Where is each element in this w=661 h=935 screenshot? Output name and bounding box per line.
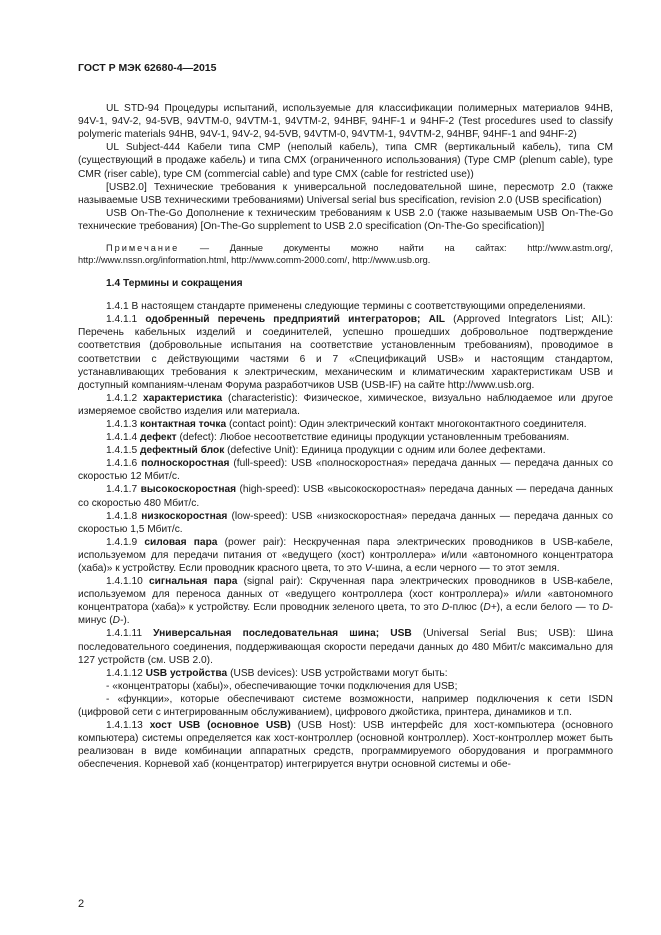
term-definition: (power pair): Нескрученная пара электрических проводников в USB-кабеле, используемом для передачи питания от «ведущего (хост) контроллера» и/или «автономного концентратора (хаба)» к устройству. Если проводник красного цвета, то это bbox=[78, 536, 613, 574]
term-1-4-1-12 bbox=[78, 667, 613, 680]
term-definition: (characteristic): Физическое, химическое, визуально наблюдаемое или другое измеряемое свойство изделия или материала. bbox=[78, 392, 613, 417]
term-name: Универсальная последовательная шина; USB bbox=[153, 628, 412, 640]
term-definition-part: -минус ( bbox=[78, 602, 614, 627]
term-1-4-1-3 bbox=[78, 418, 613, 431]
ref-usb-otg: USB On-The-Go Дополнение к техническим требованиям к USB 2.0 (также называемым USB On-The-Go технические требования) [On-The-Go supplement to USB 2.0 specification (On-The-Go specification)] bbox=[78, 207, 613, 232]
term-number: 1.4.1.6 bbox=[106, 458, 142, 470]
term-number: 1.4.1.9 bbox=[106, 536, 145, 548]
ref-usb20: [USB2.0] Технические требования к универсальной последовательной шине, пересмотр 2.0 (также называемые USB техническими требованиями) Universal serial bus specification, revision 2.0 (USB specification) bbox=[78, 181, 613, 206]
term-definition-part: ), а если белого — то bbox=[496, 602, 603, 614]
term-name: USB устройства bbox=[145, 667, 228, 679]
term-1-4-1-1 bbox=[78, 313, 613, 392]
term-1-4-1-4 bbox=[78, 431, 613, 444]
term-number: 1.4.1.10 bbox=[106, 576, 149, 588]
d-minus-symbol: D- bbox=[112, 615, 124, 627]
d-symbol: D bbox=[441, 602, 450, 614]
term-name: высокоскоростная bbox=[140, 484, 237, 496]
term-name: низкоскоростная bbox=[141, 510, 228, 522]
list-item: - «функции», которые обеспечивают системе возможности, например подключения к сети ISDN (цифровой сети с интегрированным обслуживанием), цифрового джойстика, принтера, динамиков и т.п. bbox=[78, 693, 613, 719]
term-definition: (defect): Любое несоответствие единицы продукции установленным требованиям. bbox=[176, 432, 570, 444]
term-definition: (defective Unit): Единица продукции с одним или более дефектами. bbox=[224, 445, 546, 457]
term-definition: (signal pair): Скрученная пара электрических проводников в USB-кабеле, используемом для переноса данных от «ведущего контроллера (хост контроллера)» и/или «автономного концентратора (хаба)» к устройству. Если проводник зеленого цвета, то это bbox=[78, 576, 613, 614]
d-symbol: D bbox=[602, 602, 610, 614]
term-1-4-1-9 bbox=[78, 536, 613, 575]
term-number: 1.4.1.2 bbox=[106, 392, 144, 404]
d-plus-symbol: D+ bbox=[483, 602, 497, 614]
term-definition: (contact point): Один электрический контакт многоконтактного соединителя. bbox=[226, 418, 587, 430]
term-number: 1.4.1.1 bbox=[106, 314, 146, 326]
terms-intro: 1.4.1 В настоящем стандарте применены следующие термины с соответствующими определениями. bbox=[106, 301, 586, 313]
term-name: контактная точка bbox=[140, 418, 227, 430]
term-definition: (Universal Serial Bus; USB): Шина последовательного соединения, поддерживающая скорости передачи данных до 480 Мбит/с максимально для 127 устройств (см. USB 2.0). bbox=[78, 628, 613, 666]
section-title: 1.4 Термины и сокращения bbox=[106, 278, 243, 290]
term-definition-part: ). bbox=[123, 615, 130, 627]
term-number: 1.4.1.12 bbox=[106, 667, 146, 679]
note bbox=[78, 242, 613, 266]
term-1-4-1-10 bbox=[78, 575, 613, 627]
term-definition-part: -плюс ( bbox=[449, 602, 484, 614]
term-name: полноскоростная bbox=[141, 458, 230, 470]
note-text: — Данные документы можно найти на сайтах: http://www.astm.org/, http://www.nssn.org/information.html, http://www.comm-2000.com/, http://www.usb.org. bbox=[78, 243, 613, 266]
term-1-4-1-8 bbox=[78, 510, 613, 536]
term-number: 1.4.1.13 bbox=[106, 720, 150, 732]
v-symbol: V bbox=[364, 563, 372, 574]
page-header: ГОСТ Р МЭК 62680-4—2015 bbox=[78, 62, 217, 74]
term-1-4-1-7 bbox=[78, 483, 613, 509]
note-label: Примечание bbox=[106, 243, 180, 254]
ref-ul-subject-444: UL Subject-444 Кабели типа CMP (неполый кабель), типа CMR (вертикальный кабель), типа CM (существующий в продаже кабель) и типа CMX (ограниченного использования) (Type CMP (plenum cable), type CMR (riser cable), type CM (commercial cable) and type CMX (cable for restricted use)) bbox=[78, 142, 613, 180]
term-1-4-1-6 bbox=[78, 457, 613, 483]
list-item: - «концентраторы (хабы)», обеспечивающие точки подключения для USB; bbox=[106, 680, 458, 692]
term-number: 1.4.1.8 bbox=[106, 510, 142, 522]
term-1-4-1-5 bbox=[78, 444, 613, 457]
term-name: хост USB (основное USB) bbox=[149, 720, 291, 732]
term-number: 1.4.1.4 bbox=[106, 432, 140, 444]
page-number: 2 bbox=[78, 898, 85, 910]
term-definition: (low-speed): USB «низкоскоростная» передача данных — передача данных со скоростью 1,5 Мбит/с. bbox=[78, 510, 613, 535]
term-1-4-1-2 bbox=[78, 392, 613, 418]
term-definition: (Approved Integrators List; AIL): Перечень кабельных изделий и соединителей, успешно прошедших добровольное подтверждение соответствия (добровольные испытания на соответствие установленным требованиям), проводимое в соответствии с действующими частями 6 и 7 «Спецификаций USB» и настоящим стандартом, устанавливающих требования к электрическим, механическим и климатическим характеристикам USB и доступный компаниям-членам Форума разработчиков USB (USB-IF) на сайте http://www.usb.org. bbox=[78, 314, 613, 391]
term-name: характеристика bbox=[143, 392, 223, 404]
term-definition: (USB devices): USB устройствами могут быть: bbox=[227, 667, 448, 679]
term-name: сигнальная пара bbox=[149, 576, 238, 588]
term-name: силовая пара bbox=[144, 536, 218, 548]
term-definition: (high-speed): USB «высокоскоростная» передача данных — передача данных со скоростью 480 Мбит/с. bbox=[78, 484, 613, 509]
term-1-4-1-13 bbox=[78, 719, 613, 771]
term-1-4-1-11 bbox=[78, 627, 613, 666]
term-name: дефектный блок bbox=[140, 445, 225, 457]
term-definition-end: -шина, а если черного — то этот земля. bbox=[371, 563, 560, 574]
term-number: 1.4.1.5 bbox=[106, 445, 140, 457]
term-name: одобренный перечень предприятий интеграторов; AIL bbox=[145, 314, 446, 326]
term-definition: (USB Host): USB интерфейс для хост-компьютера (основного компьютера) системы определяется как хост-контроллер (основной контроллер). Хост-контроллер может быть реализован в виде комбинации аппаратных средств, программируемого оборудования и программного обеспечения. Корневой хаб (концентратор) интегрируется внутри основной системы и обе- bbox=[78, 720, 614, 771]
term-name: дефект bbox=[140, 432, 177, 444]
term-number: 1.4.1.11 bbox=[106, 628, 154, 640]
term-definition: (full-speed): USB «полноскоростная» передача данных — передача данных со скоростью 12 Мбит/с. bbox=[78, 458, 613, 483]
term-number: 1.4.1.3 bbox=[106, 418, 140, 430]
term-number: 1.4.1.7 bbox=[106, 484, 141, 496]
ref-ul-std-94: UL STD-94 Процедуры испытаний, используемые для классификации полимерных материалов 94HB, 94V-1, 94V-2, 94-5VB, 94VTM-0, 94VTM-1, 94VTM-2, 94HBF, 94HF-1 и 94HF-2 (Test procedures used to classify polymeric materials 94HB, 94V-1, 94V-2, 94-5VB, 94VTM-0, 94VTM-1, 94VTM-2, 94HBF, 94HF-1 and 94HF-2) bbox=[78, 103, 613, 141]
